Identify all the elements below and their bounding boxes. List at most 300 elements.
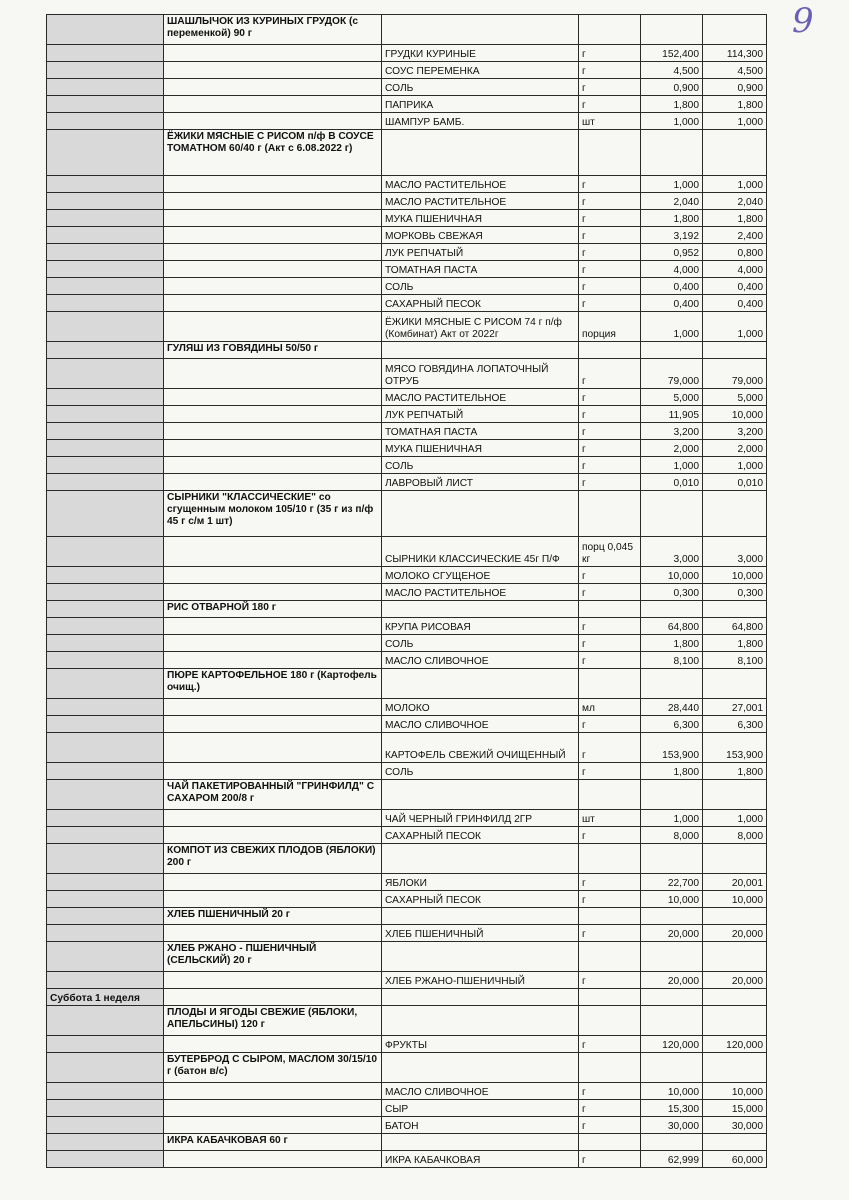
dish-cell <box>164 113 382 130</box>
dish-cell <box>164 763 382 780</box>
dish-cell: ПЛОДЫ И ЯГОДЫ СВЕЖИЕ (ЯБЛОКИ, АПЕЛЬСИНЫ) 120 г <box>164 1006 382 1036</box>
qty-gross-cell: 62,999 <box>641 1151 703 1168</box>
day-cell <box>47 1036 164 1053</box>
unit-cell: г <box>579 423 641 440</box>
unit-cell: г <box>579 79 641 96</box>
qty-net-cell: 64,800 <box>703 618 767 635</box>
qty-net-cell: 1,000 <box>703 312 767 342</box>
dish-cell <box>164 635 382 652</box>
unit-cell: г <box>579 474 641 491</box>
ingredient-row <box>47 635 767 652</box>
day-cell <box>47 15 164 45</box>
qty-net-cell: 1,800 <box>703 635 767 652</box>
qty-gross-cell: 6,300 <box>641 716 703 733</box>
dish-cell <box>164 312 382 342</box>
ingredient-row <box>47 389 767 406</box>
ingredient-row <box>47 584 767 601</box>
qty-net-cell <box>703 15 767 45</box>
qty-gross-cell <box>641 908 703 925</box>
ingredient-row <box>47 1117 767 1134</box>
unit-cell: г <box>579 635 641 652</box>
qty-gross-cell: 1,000 <box>641 312 703 342</box>
ingredient-row <box>47 406 767 423</box>
ingredient-cell: КРУПА РИСОВАЯ <box>382 618 579 635</box>
day-cell <box>47 312 164 342</box>
qty-gross-cell <box>641 1134 703 1151</box>
unit-cell: г <box>579 652 641 669</box>
qty-gross-cell <box>641 989 703 1006</box>
day-cell <box>47 359 164 389</box>
ingredient-cell: МАСЛО СЛИВОЧНОЕ <box>382 716 579 733</box>
dish-cell <box>164 733 382 763</box>
qty-net-cell <box>703 1006 767 1036</box>
ingredient-row <box>47 62 767 79</box>
ingredient-row <box>47 1151 767 1168</box>
dish-cell <box>164 45 382 62</box>
qty-gross-cell: 10,000 <box>641 567 703 584</box>
qty-net-cell <box>703 669 767 699</box>
ingredient-cell: СЫР <box>382 1100 579 1117</box>
qty-net-cell: 30,000 <box>703 1117 767 1134</box>
dish-cell <box>164 423 382 440</box>
ingredient-row <box>47 79 767 96</box>
ingredient-cell: МАСЛО РАСТИТЕЛЬНОЕ <box>382 584 579 601</box>
unit-cell <box>579 1006 641 1036</box>
qty-net-cell: 0,400 <box>703 278 767 295</box>
unit-cell <box>579 15 641 45</box>
day-cell <box>47 844 164 874</box>
qty-gross-cell: 8,100 <box>641 652 703 669</box>
unit-cell: г <box>579 227 641 244</box>
ingredient-row <box>47 1083 767 1100</box>
dish-row <box>47 342 767 359</box>
qty-net-cell: 0,800 <box>703 244 767 261</box>
ingredient-row <box>47 359 767 389</box>
ingredient-cell: ГРУДКИ КУРИНЫЕ <box>382 45 579 62</box>
unit-cell: г <box>579 972 641 989</box>
ingredient-cell: ФРУКТЫ <box>382 1036 579 1053</box>
ingredient-row <box>47 193 767 210</box>
qty-gross-cell: 10,000 <box>641 891 703 908</box>
dish-cell: ХЛЕБ РЖАНО - ПШЕНИЧНЫЙ (СЕЛЬСКИЙ) 20 г <box>164 942 382 972</box>
qty-gross-cell: 28,440 <box>641 699 703 716</box>
dish-cell <box>164 699 382 716</box>
qty-net-cell: 10,000 <box>703 567 767 584</box>
dish-cell <box>164 810 382 827</box>
day-cell <box>47 193 164 210</box>
unit-cell <box>579 908 641 925</box>
ingredient-cell: САХАРНЫЙ ПЕСОК <box>382 295 579 312</box>
qty-net-cell: 2,000 <box>703 440 767 457</box>
dish-cell <box>164 1083 382 1100</box>
qty-net-cell <box>703 1053 767 1083</box>
unit-cell: г <box>579 193 641 210</box>
qty-net-cell: 1,000 <box>703 457 767 474</box>
ingredient-row <box>47 699 767 716</box>
unit-cell <box>579 130 641 176</box>
day-cell <box>47 567 164 584</box>
dish-cell: ШАШЛЫЧОК ИЗ КУРИНЫХ ГРУДОК (с переменкой) 90 г <box>164 15 382 45</box>
dish-cell <box>164 457 382 474</box>
day-cell <box>47 537 164 567</box>
unit-cell <box>579 342 641 359</box>
unit-cell: мл <box>579 699 641 716</box>
qty-gross-cell: 0,010 <box>641 474 703 491</box>
unit-cell <box>579 989 641 1006</box>
dish-cell <box>164 359 382 389</box>
dish-cell <box>164 1117 382 1134</box>
qty-gross-cell: 0,400 <box>641 295 703 312</box>
day-cell <box>47 79 164 96</box>
day-cell <box>47 584 164 601</box>
ingredient-cell <box>382 908 579 925</box>
dish-cell: ЁЖИКИ МЯСНЫЕ С РИСОМ п/ф В СОУСЕ ТОМАТНОМ 60/40 г (Акт с 6.08.2022 г) <box>164 130 382 176</box>
unit-cell: г <box>579 210 641 227</box>
ingredient-cell: ПАПРИКА <box>382 96 579 113</box>
dish-row <box>47 15 767 45</box>
unit-cell: г <box>579 261 641 278</box>
qty-net-cell <box>703 601 767 618</box>
day-cell <box>47 423 164 440</box>
dish-row <box>47 130 767 176</box>
qty-net-cell: 4,000 <box>703 261 767 278</box>
dish-cell <box>164 176 382 193</box>
unit-cell: г <box>579 440 641 457</box>
ingredient-cell: МОЛОКО СГУЩЕНОЕ <box>382 567 579 584</box>
day-cell <box>47 130 164 176</box>
qty-gross-cell: 2,040 <box>641 193 703 210</box>
qty-net-cell <box>703 1134 767 1151</box>
qty-gross-cell <box>641 491 703 537</box>
ingredient-cell: МАСЛО СЛИВОЧНОЕ <box>382 1083 579 1100</box>
dish-cell: ГУЛЯШ ИЗ ГОВЯДИНЫ 50/50 г <box>164 342 382 359</box>
day-cell: Суббота 1 неделя <box>47 989 164 1006</box>
qty-gross-cell: 5,000 <box>641 389 703 406</box>
day-cell <box>47 891 164 908</box>
unit-cell: г <box>579 925 641 942</box>
qty-net-cell: 3,000 <box>703 537 767 567</box>
ingredient-row <box>47 176 767 193</box>
qty-gross-cell: 4,500 <box>641 62 703 79</box>
qty-net-cell: 20,000 <box>703 925 767 942</box>
ingredient-cell: МАСЛО РАСТИТЕЛЬНОЕ <box>382 176 579 193</box>
qty-net-cell: 0,300 <box>703 584 767 601</box>
unit-cell: г <box>579 584 641 601</box>
dish-cell <box>164 406 382 423</box>
day-cell <box>47 96 164 113</box>
ingredient-cell: МАСЛО РАСТИТЕЛЬНОЕ <box>382 389 579 406</box>
qty-net-cell: 0,900 <box>703 79 767 96</box>
dish-row <box>47 601 767 618</box>
dish-cell <box>164 716 382 733</box>
ingredient-cell: СОЛЬ <box>382 278 579 295</box>
qty-net-cell: 3,200 <box>703 423 767 440</box>
ingredient-cell: ЁЖИКИ МЯСНЫЕ С РИСОМ 74 г п/ф (Комбинат) Акт от 2022г <box>382 312 579 342</box>
day-cell <box>47 908 164 925</box>
qty-gross-cell: 152,400 <box>641 45 703 62</box>
ingredient-cell: БАТОН <box>382 1117 579 1134</box>
unit-cell: г <box>579 827 641 844</box>
dish-cell <box>164 1036 382 1053</box>
day-cell <box>47 295 164 312</box>
qty-gross-cell: 1,800 <box>641 210 703 227</box>
qty-gross-cell <box>641 601 703 618</box>
ingredient-cell: ХЛЕБ РЖАНО-ПШЕНИЧНЫЙ <box>382 972 579 989</box>
ingredient-row <box>47 474 767 491</box>
ingredient-row <box>47 113 767 130</box>
unit-cell: г <box>579 733 641 763</box>
ingredient-cell: МЯСО ГОВЯДИНА ЛОПАТОЧНЫЙ ОТРУБ <box>382 359 579 389</box>
qty-net-cell: 60,000 <box>703 1151 767 1168</box>
dish-cell <box>164 827 382 844</box>
ingredient-cell <box>382 130 579 176</box>
unit-cell: шт <box>579 810 641 827</box>
qty-net-cell: 20,000 <box>703 972 767 989</box>
ingredient-cell <box>382 669 579 699</box>
ingredient-cell: МАСЛО РАСТИТЕЛЬНОЕ <box>382 193 579 210</box>
day-cell <box>47 925 164 942</box>
qty-gross-cell: 1,000 <box>641 113 703 130</box>
qty-net-cell: 8,100 <box>703 652 767 669</box>
qty-gross-cell: 3,200 <box>641 423 703 440</box>
ingredient-cell: МОРКОВЬ СВЕЖАЯ <box>382 227 579 244</box>
dish-cell <box>164 652 382 669</box>
qty-net-cell <box>703 491 767 537</box>
day-cell <box>47 176 164 193</box>
ingredient-cell: МУКА ПШЕНИЧНАЯ <box>382 440 579 457</box>
page-number: 9 <box>792 1 814 41</box>
day-cell <box>47 491 164 537</box>
day-cell <box>47 652 164 669</box>
dish-row <box>47 1006 767 1036</box>
dish-cell <box>164 244 382 261</box>
unit-cell <box>579 1053 641 1083</box>
dish-cell <box>164 227 382 244</box>
qty-net-cell <box>703 844 767 874</box>
qty-net-cell: 0,400 <box>703 295 767 312</box>
day-row <box>47 989 767 1006</box>
qty-net-cell: 27,001 <box>703 699 767 716</box>
unit-cell: порция <box>579 312 641 342</box>
day-cell <box>47 457 164 474</box>
unit-cell: порц 0,045 кг <box>579 537 641 567</box>
qty-net-cell: 2,040 <box>703 193 767 210</box>
qty-net-cell: 15,000 <box>703 1100 767 1117</box>
qty-net-cell: 1,000 <box>703 176 767 193</box>
ingredient-row <box>47 312 767 342</box>
dish-row <box>47 780 767 810</box>
day-cell <box>47 1053 164 1083</box>
qty-net-cell <box>703 908 767 925</box>
qty-gross-cell: 0,400 <box>641 278 703 295</box>
qty-gross-cell: 1,800 <box>641 635 703 652</box>
ingredient-cell: ХЛЕБ ПШЕНИЧНЫЙ <box>382 925 579 942</box>
qty-net-cell: 0,010 <box>703 474 767 491</box>
day-cell <box>47 227 164 244</box>
ingredient-cell: ЛУК РЕПЧАТЫЙ <box>382 244 579 261</box>
day-cell <box>47 406 164 423</box>
dish-cell <box>164 389 382 406</box>
unit-cell: г <box>579 874 641 891</box>
qty-gross-cell: 0,300 <box>641 584 703 601</box>
qty-gross-cell <box>641 844 703 874</box>
ingredient-row <box>47 763 767 780</box>
unit-cell: г <box>579 457 641 474</box>
unit-cell: г <box>579 1117 641 1134</box>
dish-row <box>47 908 767 925</box>
ingredient-row <box>47 278 767 295</box>
dish-cell: ПЮРЕ КАРТОФЕЛЬНОЕ 180 г (Картофель очищ.) <box>164 669 382 699</box>
ingredient-cell: СОЛЬ <box>382 763 579 780</box>
day-cell <box>47 342 164 359</box>
menu-ingredients-table <box>46 14 767 1168</box>
ingredient-cell <box>382 844 579 874</box>
dish-cell <box>164 972 382 989</box>
unit-cell: г <box>579 62 641 79</box>
dish-cell: ЧАЙ ПАКЕТИРОВАННЫЙ "ГРИНФИЛД" С САХАРОМ 200/8 г <box>164 780 382 810</box>
qty-gross-cell: 64,800 <box>641 618 703 635</box>
ingredient-cell: ИКРА КАБАЧКОВАЯ <box>382 1151 579 1168</box>
ingredient-row <box>47 210 767 227</box>
day-cell <box>47 699 164 716</box>
qty-net-cell: 2,400 <box>703 227 767 244</box>
dish-cell: БУТЕРБРОД С СЫРОМ, МАСЛОМ 30/15/10 г (батон в/с) <box>164 1053 382 1083</box>
day-cell <box>47 278 164 295</box>
ingredient-cell: КАРТОФЕЛЬ СВЕЖИЙ ОЧИЩЕННЫЙ <box>382 733 579 763</box>
dish-cell <box>164 989 382 1006</box>
day-cell <box>47 244 164 261</box>
unit-cell: г <box>579 1100 641 1117</box>
dish-cell <box>164 440 382 457</box>
ingredient-row <box>47 1036 767 1053</box>
unit-cell: г <box>579 278 641 295</box>
day-cell <box>47 635 164 652</box>
unit-cell <box>579 1134 641 1151</box>
ingredient-cell <box>382 15 579 45</box>
qty-net-cell: 1,800 <box>703 210 767 227</box>
qty-gross-cell <box>641 942 703 972</box>
ingredient-cell: СОЛЬ <box>382 635 579 652</box>
unit-cell: г <box>579 716 641 733</box>
day-cell <box>47 1083 164 1100</box>
qty-net-cell: 4,500 <box>703 62 767 79</box>
qty-gross-cell: 2,000 <box>641 440 703 457</box>
ingredient-cell <box>382 601 579 618</box>
unit-cell <box>579 601 641 618</box>
qty-net-cell: 79,000 <box>703 359 767 389</box>
day-cell <box>47 810 164 827</box>
qty-net-cell: 5,000 <box>703 389 767 406</box>
dish-cell <box>164 62 382 79</box>
qty-gross-cell <box>641 15 703 45</box>
qty-net-cell: 114,300 <box>703 45 767 62</box>
day-cell <box>47 827 164 844</box>
qty-gross-cell: 120,000 <box>641 1036 703 1053</box>
day-cell <box>47 1006 164 1036</box>
unit-cell <box>579 942 641 972</box>
dish-row <box>47 491 767 537</box>
dish-cell <box>164 79 382 96</box>
dish-cell <box>164 537 382 567</box>
qty-net-cell: 153,900 <box>703 733 767 763</box>
ingredient-row <box>47 440 767 457</box>
day-cell <box>47 113 164 130</box>
qty-gross-cell: 153,900 <box>641 733 703 763</box>
qty-net-cell: 20,001 <box>703 874 767 891</box>
day-cell <box>47 1117 164 1134</box>
qty-gross-cell: 1,800 <box>641 96 703 113</box>
day-cell <box>47 210 164 227</box>
unit-cell: г <box>579 244 641 261</box>
qty-gross-cell: 79,000 <box>641 359 703 389</box>
qty-gross-cell: 20,000 <box>641 925 703 942</box>
ingredient-cell: ЛАВРОВЫЙ ЛИСТ <box>382 474 579 491</box>
dish-cell <box>164 278 382 295</box>
dish-cell <box>164 96 382 113</box>
dish-row <box>47 844 767 874</box>
day-cell <box>47 669 164 699</box>
dish-cell: ИКРА КАБАЧКОВАЯ 60 г <box>164 1134 382 1151</box>
ingredient-row <box>47 810 767 827</box>
qty-gross-cell <box>641 342 703 359</box>
ingredient-cell: САХАРНЫЙ ПЕСОК <box>382 827 579 844</box>
unit-cell: шт <box>579 113 641 130</box>
dish-cell <box>164 891 382 908</box>
unit-cell: г <box>579 1151 641 1168</box>
qty-net-cell: 10,000 <box>703 1083 767 1100</box>
dish-cell <box>164 210 382 227</box>
qty-net-cell <box>703 130 767 176</box>
ingredient-row <box>47 227 767 244</box>
ingredient-cell: МОЛОКО <box>382 699 579 716</box>
unit-cell <box>579 844 641 874</box>
qty-gross-cell: 3,000 <box>641 537 703 567</box>
ingredient-cell: СОУС ПЕРЕМЕНКА <box>382 62 579 79</box>
unit-cell: г <box>579 359 641 389</box>
ingredient-row <box>47 537 767 567</box>
ingredient-row <box>47 45 767 62</box>
dish-cell <box>164 618 382 635</box>
dish-cell <box>164 1151 382 1168</box>
ingredient-cell: ЯБЛОКИ <box>382 874 579 891</box>
day-cell <box>47 1151 164 1168</box>
unit-cell: г <box>579 891 641 908</box>
day-cell <box>47 763 164 780</box>
ingredient-row <box>47 972 767 989</box>
unit-cell <box>579 780 641 810</box>
unit-cell: г <box>579 295 641 312</box>
qty-gross-cell: 11,905 <box>641 406 703 423</box>
day-cell <box>47 942 164 972</box>
ingredient-row <box>47 423 767 440</box>
qty-net-cell <box>703 942 767 972</box>
day-cell <box>47 474 164 491</box>
unit-cell: г <box>579 618 641 635</box>
ingredient-row <box>47 244 767 261</box>
ingredient-cell: ЧАЙ ЧЕРНЫЙ ГРИНФИЛД 2ГР <box>382 810 579 827</box>
unit-cell <box>579 491 641 537</box>
ingredient-cell: СОЛЬ <box>382 79 579 96</box>
dish-row <box>47 942 767 972</box>
ingredient-row <box>47 891 767 908</box>
qty-net-cell <box>703 342 767 359</box>
qty-gross-cell <box>641 1006 703 1036</box>
dish-cell: СЫРНИКИ "КЛАССИЧЕСКИЕ" со сгущенным молоком 105/10 г (35 г из п/ф 45 г с/м 1 шт) <box>164 491 382 537</box>
ingredient-cell: МУКА ПШЕНИЧНАЯ <box>382 210 579 227</box>
qty-gross-cell <box>641 669 703 699</box>
qty-gross-cell: 30,000 <box>641 1117 703 1134</box>
ingredient-cell <box>382 942 579 972</box>
